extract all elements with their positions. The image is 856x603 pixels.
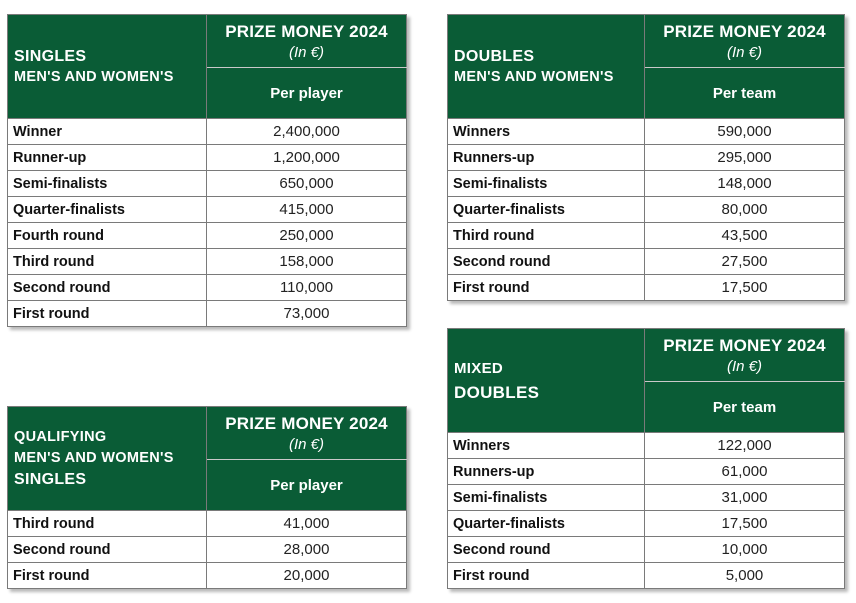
singles-currency: (In €) bbox=[288, 43, 324, 61]
qualifying-prize-heading: PRIZE MONEY 2024 bbox=[225, 413, 388, 433]
mixed-prize-heading-cell bbox=[645, 329, 845, 382]
mixed-subtitle: DOUBLES bbox=[454, 383, 540, 402]
table-row bbox=[8, 119, 407, 145]
table-row bbox=[8, 197, 407, 223]
round-label: Quarter-finalists bbox=[448, 511, 645, 537]
round-label: First round bbox=[8, 301, 207, 327]
doubles-prize-heading: PRIZE MONEY 2024 bbox=[663, 21, 826, 41]
table-row bbox=[8, 563, 407, 589]
table-row bbox=[8, 249, 407, 275]
prize-amount: 295,000 bbox=[645, 145, 845, 171]
singles-title: SINGLES bbox=[14, 47, 87, 65]
prize-amount: 1,200,000 bbox=[207, 145, 407, 171]
mixed-header bbox=[448, 329, 645, 433]
doubles-per-label: Per team bbox=[645, 68, 845, 119]
table-row bbox=[448, 459, 845, 485]
singles-rows bbox=[8, 119, 407, 327]
prize-amount: 73,000 bbox=[207, 301, 407, 327]
prize-amount: 20,000 bbox=[207, 563, 407, 589]
mixed-rows bbox=[448, 433, 845, 589]
doubles-prize-heading-cell bbox=[645, 15, 845, 68]
round-label: Second round bbox=[448, 537, 645, 563]
doubles-header bbox=[448, 15, 645, 119]
singles-subtitle: MEN'S AND WOMEN'S bbox=[14, 68, 174, 85]
table-row bbox=[8, 145, 407, 171]
singles-prize-heading-cell bbox=[207, 15, 407, 68]
round-label: Semi-finalists bbox=[448, 485, 645, 511]
table-row bbox=[448, 197, 845, 223]
prize-amount: 590,000 bbox=[645, 119, 845, 145]
round-label: Runners-up bbox=[448, 459, 645, 485]
prize-amount: 80,000 bbox=[645, 197, 845, 223]
table-row bbox=[448, 171, 845, 197]
qualifying-rows bbox=[8, 511, 407, 589]
round-label: Quarter-finalists bbox=[8, 197, 207, 223]
prize-amount: 148,000 bbox=[645, 171, 845, 197]
doubles-currency: (In €) bbox=[726, 43, 762, 61]
prize-amount: 41,000 bbox=[207, 511, 407, 537]
table-row bbox=[8, 301, 407, 327]
table-row bbox=[8, 275, 407, 301]
table-row bbox=[448, 275, 845, 301]
qualifying-header bbox=[8, 407, 207, 511]
prize-amount: 27,500 bbox=[645, 249, 845, 275]
prize-amount: 28,000 bbox=[207, 537, 407, 563]
singles-header bbox=[8, 15, 207, 119]
table-row bbox=[448, 511, 845, 537]
singles-prize-heading: PRIZE MONEY 2024 bbox=[225, 21, 388, 41]
table-row bbox=[8, 223, 407, 249]
prize-amount: 122,000 bbox=[645, 433, 845, 459]
round-label: Semi-finalists bbox=[448, 171, 645, 197]
prize-amount: 31,000 bbox=[645, 485, 845, 511]
prize-amount: 17,500 bbox=[645, 511, 845, 537]
round-label: Runner-up bbox=[8, 145, 207, 171]
singles-prize-table bbox=[7, 14, 407, 327]
round-label: Fourth round bbox=[8, 223, 207, 249]
round-label: First round bbox=[8, 563, 207, 589]
prize-amount: 110,000 bbox=[207, 275, 407, 301]
doubles-subtitle: MEN'S AND WOMEN'S bbox=[454, 68, 614, 85]
table-row bbox=[8, 537, 407, 563]
prize-amount: 650,000 bbox=[207, 171, 407, 197]
table-row bbox=[448, 433, 845, 459]
round-label: Third round bbox=[448, 223, 645, 249]
table-row bbox=[448, 145, 845, 171]
qualifying-per-label: Per player bbox=[207, 460, 407, 511]
round-label: Third round bbox=[8, 249, 207, 275]
round-label: Quarter-finalists bbox=[448, 197, 645, 223]
table-row bbox=[448, 223, 845, 249]
prize-amount: 5,000 bbox=[645, 563, 845, 589]
prize-amount: 2,400,000 bbox=[207, 119, 407, 145]
round-label: Winners bbox=[448, 119, 645, 145]
prize-amount: 10,000 bbox=[645, 537, 845, 563]
doubles-prize-table bbox=[447, 14, 845, 301]
mixed-title: MIXED bbox=[454, 360, 504, 377]
table-row bbox=[448, 485, 845, 511]
round-label: First round bbox=[448, 563, 645, 589]
qualifying-title: QUALIFYING bbox=[14, 429, 107, 445]
qualifying-subtitle-2: SINGLES bbox=[14, 471, 87, 488]
doubles-title: DOUBLES bbox=[454, 47, 535, 65]
prize-amount: 43,500 bbox=[645, 223, 845, 249]
table-row bbox=[8, 171, 407, 197]
table-row bbox=[8, 511, 407, 537]
prize-amount: 61,000 bbox=[645, 459, 845, 485]
round-label: Third round bbox=[8, 511, 207, 537]
singles-per-label: Per player bbox=[207, 68, 407, 119]
prize-amount: 17,500 bbox=[645, 275, 845, 301]
round-label: Runners-up bbox=[448, 145, 645, 171]
round-label: Second round bbox=[8, 275, 207, 301]
table-row bbox=[448, 249, 845, 275]
round-label: Winner bbox=[8, 119, 207, 145]
round-label: Second round bbox=[8, 537, 207, 563]
qualifying-prize-table bbox=[7, 406, 407, 589]
qualifying-prize-heading-cell bbox=[207, 407, 407, 460]
qualifying-subtitle: MEN'S AND WOMEN'S bbox=[14, 450, 174, 466]
mixed-doubles-prize-table bbox=[447, 328, 845, 589]
mixed-currency: (In €) bbox=[726, 357, 762, 375]
table-row bbox=[448, 563, 845, 589]
prize-amount: 250,000 bbox=[207, 223, 407, 249]
prize-amount: 158,000 bbox=[207, 249, 407, 275]
round-label: Second round bbox=[448, 249, 645, 275]
mixed-prize-heading: PRIZE MONEY 2024 bbox=[663, 335, 826, 355]
table-row bbox=[448, 537, 845, 563]
doubles-rows bbox=[448, 119, 845, 301]
table-row bbox=[448, 119, 845, 145]
prize-amount: 415,000 bbox=[207, 197, 407, 223]
round-label: Semi-finalists bbox=[8, 171, 207, 197]
qualifying-currency: (In €) bbox=[288, 435, 324, 453]
round-label: Winners bbox=[448, 433, 645, 459]
mixed-per-label: Per team bbox=[645, 382, 845, 433]
round-label: First round bbox=[448, 275, 645, 301]
